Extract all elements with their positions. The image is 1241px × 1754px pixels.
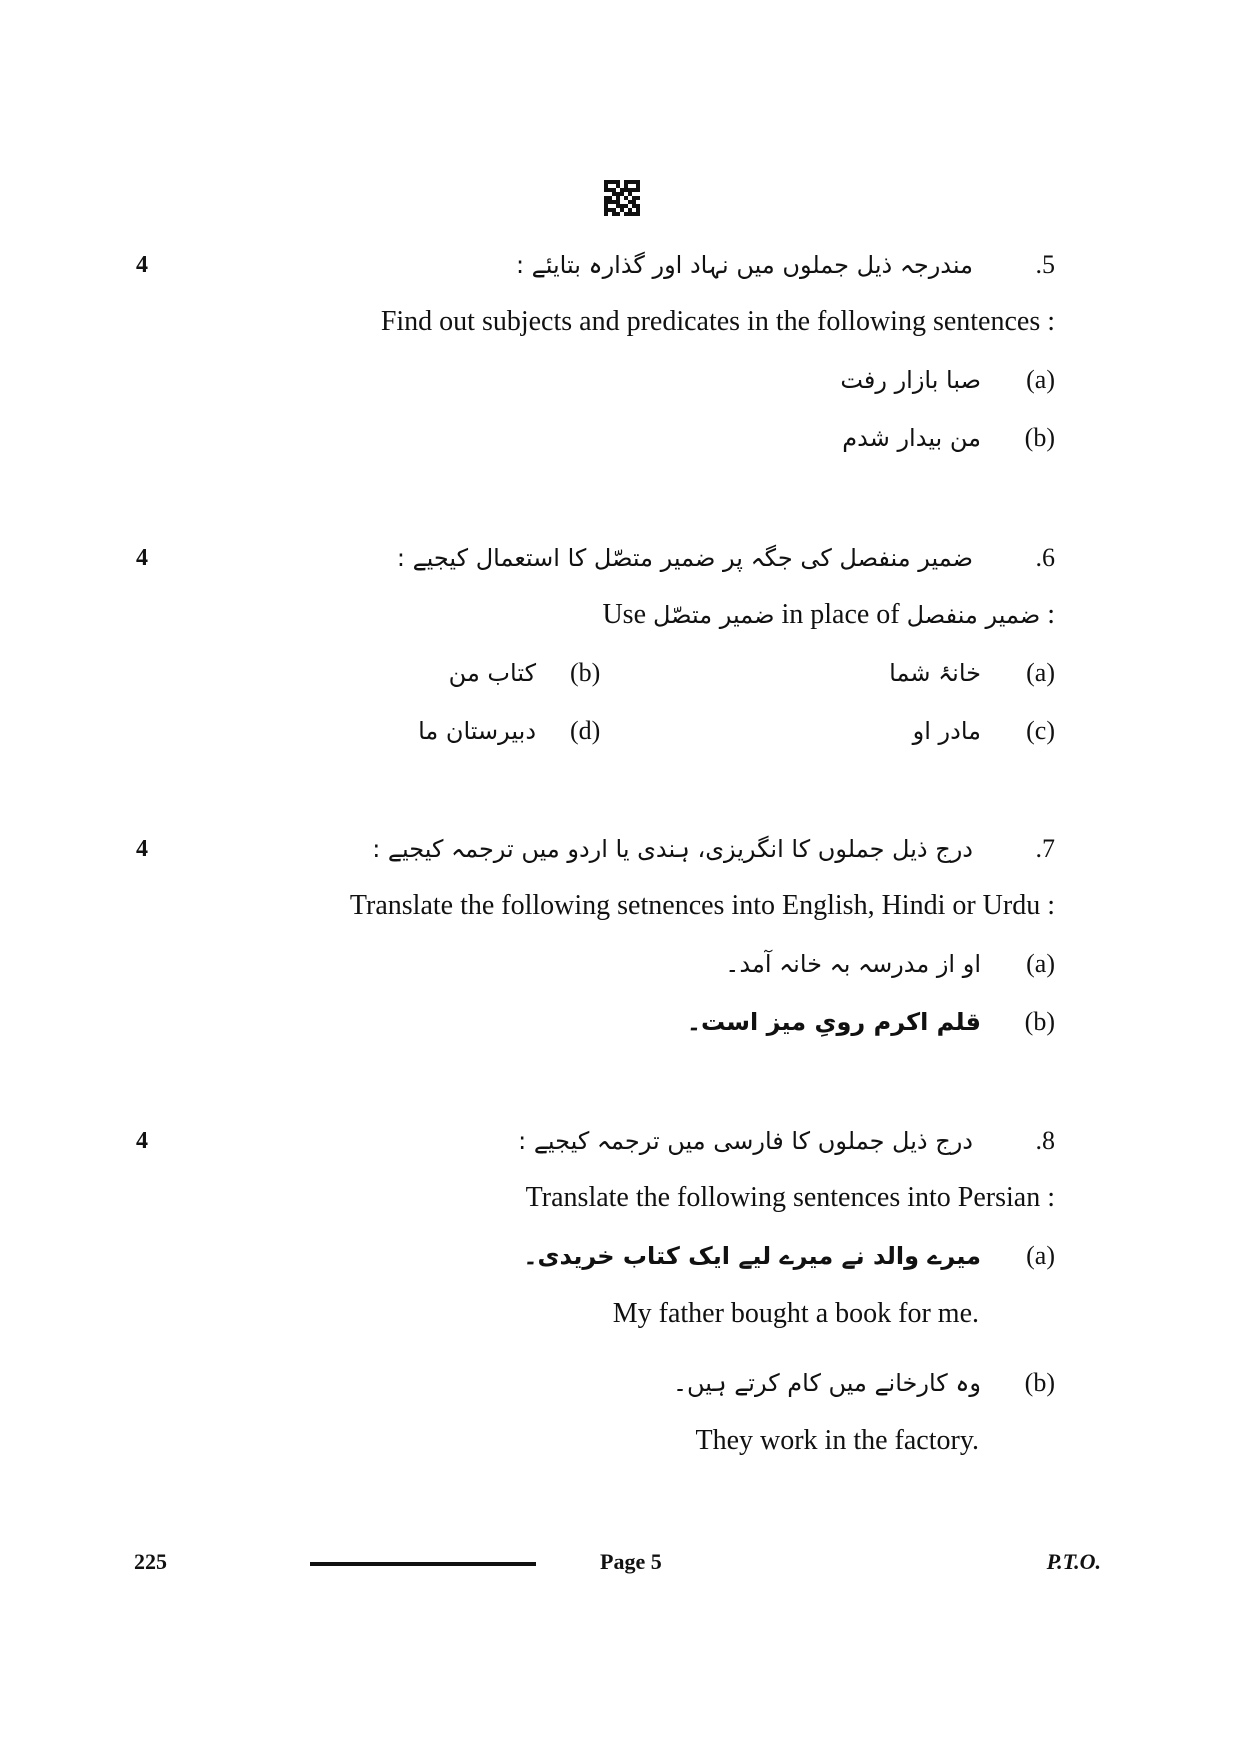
q5-item-b-text: من بیدار شدم (842, 424, 981, 452)
q5-item-a-label: (a) (1026, 365, 1055, 394)
q6-number: .6 (1035, 543, 1055, 572)
q7-item-b-label: (b) (1024, 1007, 1055, 1036)
q6-item-a-label: (a) (1026, 658, 1055, 687)
footer-divider (310, 1562, 536, 1566)
q6-item-d-text: دبیرستان ما (418, 717, 536, 745)
q7-marks: 4 (136, 836, 148, 862)
q5-item-b-label: (b) (1024, 423, 1055, 452)
q5-item-a-text: صبا بازار رفت (840, 366, 981, 394)
q6-item-b-text: کتاب من (448, 659, 536, 687)
q7-item-b-text: قلم اکرم رویِ میز است۔ (686, 1008, 981, 1036)
q6-item-c-text: مادر او (912, 717, 981, 745)
q6-urdu-instruction: ضمیر منفصل کی جگہ پر ضمیر متصّل کا استعمال کیجیے : (396, 544, 973, 572)
page-number: Page 5 (600, 1549, 662, 1574)
paper-code: 225 (134, 1549, 167, 1574)
q5-english-instruction: Find out subjects and predicates in the following sentences : (380, 306, 1055, 337)
q6-english-instruction (602, 598, 1055, 632)
q5-number: .5 (1035, 250, 1055, 279)
q7-item-a-text: او از مدرسہ بہ خانہ آمد۔ (725, 950, 981, 978)
q8-item-b-label: (b) (1024, 1368, 1055, 1397)
q6-in-place-of: in place of (781, 599, 900, 630)
q7-item-a-label: (a) (1026, 949, 1055, 978)
q8-marks: 4 (136, 1128, 148, 1154)
q6-item-a-text: خانۂ شما (889, 659, 981, 687)
q8-item-a-label: (a) (1026, 1241, 1055, 1270)
q7-number: .7 (1035, 834, 1055, 863)
pto-label: P.T.O. (1046, 1549, 1101, 1574)
q6-urdu-term-1: ضمیر متصّل (653, 601, 775, 629)
q6-item-c-label: (c) (1026, 716, 1055, 745)
q8-item-b-english: They work in the factory. (695, 1425, 979, 1456)
q8-item-a-english: My father bought a book for me. (612, 1298, 979, 1329)
q8-english-instruction: Translate the following sentences into Persian : (525, 1182, 1055, 1213)
q5-marks: 4 (136, 252, 148, 278)
q8-number: .8 (1035, 1126, 1055, 1155)
qr-code (604, 180, 640, 216)
q7-english-instruction: Translate the following setnences into English, Hindi or Urdu : (349, 890, 1055, 921)
q6-item-b-label: (b) (570, 658, 601, 687)
q6-use-word: Use (602, 599, 646, 630)
q6-item-d-label: (d) (570, 716, 601, 745)
q7-urdu-instruction: درج ذیل جملوں کا انگریزی، ہندی یا اردو میں ترجمہ کیجیے : (372, 835, 973, 863)
q8-item-a-text: میرے والد نے میرے لیے ایک کتاب خریدی۔ (523, 1242, 981, 1270)
q6-urdu-term-2: ضمیر منفصل (906, 601, 1041, 629)
q8-item-b-text: وہ کارخانے میں کام کرتے ہیں۔ (672, 1369, 981, 1397)
q6-marks: 4 (136, 545, 148, 571)
q5-urdu-instruction: مندرجہ ذیل جملوں میں نہاد اور گذارہ بتایئے : (515, 251, 973, 279)
q6-colon: : (1047, 599, 1055, 630)
q8-urdu-instruction: درج ذیل جملوں کا فارسی میں ترجمہ کیجیے : (518, 1127, 973, 1155)
